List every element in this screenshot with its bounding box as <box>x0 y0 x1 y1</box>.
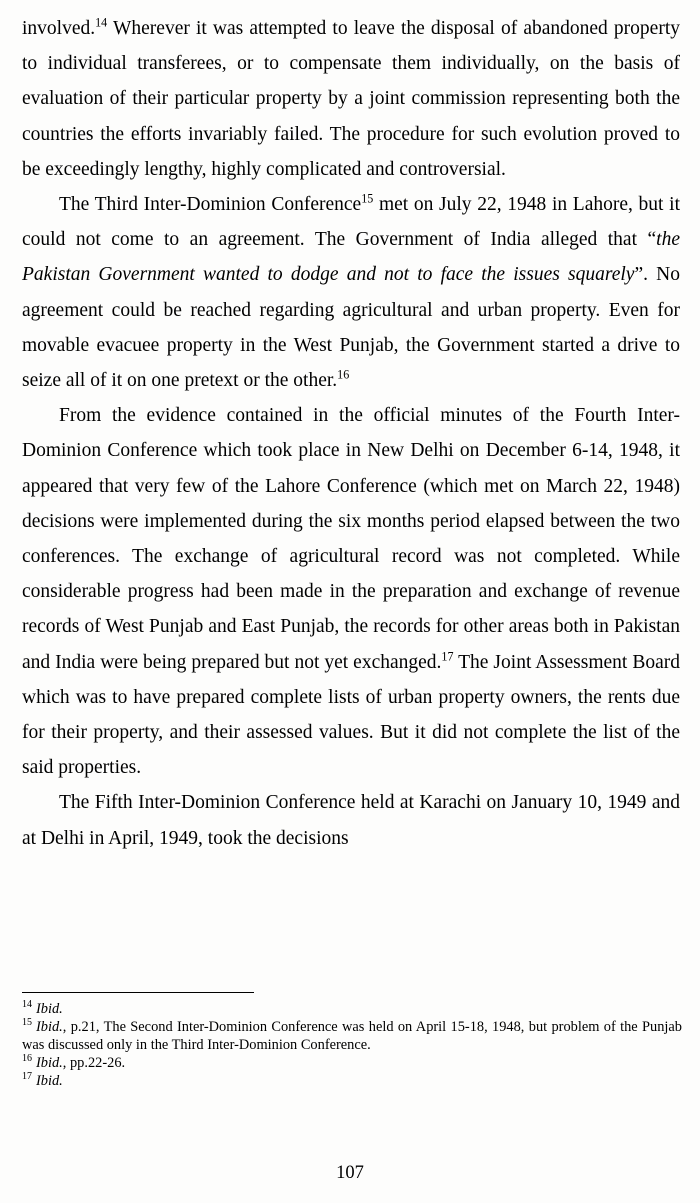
footnote-marker: 16 <box>337 367 350 382</box>
paragraph-fifth-conference: The Fifth Inter-Dominion Conference held at Karachi on January 10, 1949 and at Delhi in April, 1949, took the decisions <box>22 792 680 849</box>
body-text-column <box>22 11 680 856</box>
page-number: 107 <box>336 1163 364 1183</box>
emphasis-text: Ibid. <box>36 1055 63 1072</box>
emphasis-text: Ibid. <box>36 1019 63 1036</box>
footnote-marker: 17 <box>441 649 454 664</box>
footnote-marker: 15 <box>361 191 374 206</box>
paragraph-fourth-conference: From the evidence contained in the official minutes of the Fourth Inter-Dominion Conference which took place in New Delhi on December 6-14, 1948, it appeared that very few of the Lahore Conference (which met on March 22, 1948) decisions were implemented during the six months period elapsed between the two conferences. The exchange of agricultural record was not completed. While considerable progress had been made in the preparation and exchange of revenue records of West Punjab and East Punjab, the records for other areas both in Pakistan and India were being prepared but not yet exchanged.$^{17}$ The Joint Assessment Board which was to have prepared complete lists of urban property owners, the rents due for their property, and their assessed values. But it did not complete the list of the said properties. <box>22 405 680 779</box>
emphasis-text: Ibid. <box>36 1001 63 1017</box>
footnote-15: $^{15}$ Ibid., p.21, The Second Inter-Dominion Conference was held on April 15-18, 1948, but problem of the Punjab was discussed only in the Third Inter-Dominion Conference. <box>22 1017 682 1054</box>
footnote-14 <box>22 1000 682 1018</box>
footnote-16: $^{16}$ Ibid., pp.22-26. <box>22 1053 126 1072</box>
footnote-number: 17 <box>22 1071 32 1083</box>
footnote-separator-rule <box>22 992 254 993</box>
footnotes-section <box>22 1000 682 1090</box>
footnote-number: 15 <box>22 1017 32 1029</box>
paragraph-involved: involved.$^{14}$ Wherever it was attempted to leave the disposal of abandoned property to individual transferees, or to compensate them individually, on the basis of evaluation of their particular property by a joint commission representing both the countries the efforts invariably failed. The procedure for such evolution proved to be exceedingly lengthy, highly complicated and controversial. <box>22 15 680 180</box>
emphasis-text: the Pakistan Government wanted to dodge and not to face the issues squarely <box>22 229 680 286</box>
footnote-17 <box>22 1072 682 1090</box>
footnote-marker: 14 <box>95 15 108 30</box>
paragraph-third-conference: The Third Inter-Dominion Conference$^{15}$ met on July 22, 1948 in Lahore, but it could not come to an agreement. The Government of India alleged that “the Pakistan Government wanted to dodge and not to face the issues squarely”. No agreement could be reached regarding agricultural and urban property. Even for movable evacuee property in the West Punjab, the Government started a drive to seize all of it on one pretext or the other.$^{16}$ <box>22 191 680 392</box>
footnote-number: 16 <box>22 1053 32 1065</box>
footnote-number: 14 <box>22 999 32 1011</box>
emphasis-text: Ibid. <box>36 1073 63 1090</box>
